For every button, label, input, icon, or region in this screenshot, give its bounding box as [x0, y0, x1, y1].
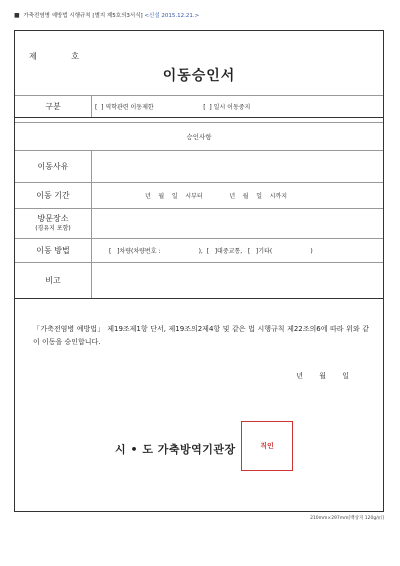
- method-options[interactable]: [ ]차량(차량번호 : ), [ ]대중교통, [ ]기타( ): [109, 248, 313, 255]
- document-number-label: 제 호: [29, 52, 95, 61]
- row-period: [15, 183, 383, 209]
- category-options[interactable]: [ ] 역학관련 이동제한 [ ] 일시 이동중지: [95, 104, 251, 111]
- form-reference: 가축전염병 예방법 시행규칙 [별지 제5호의3서식]: [23, 13, 143, 19]
- row-label: 구분: [15, 96, 92, 117]
- document-title: 이동승인서: [162, 68, 236, 84]
- section-header: [15, 123, 383, 151]
- destination-field[interactable]: [95, 209, 379, 238]
- row-category: [15, 96, 383, 118]
- row-reason: [15, 151, 383, 183]
- approval-statement: 「가축전염병 예방법」 제19조제1항 단서, 제19조의2제4항 및 같은 법 시행규칙 제22조의6에 따라 위와 같이 이동을 승인합니다.: [33, 325, 369, 346]
- row-label: 비고: [15, 263, 92, 298]
- paper-spec: 210mm×297mm[백상지 120g/㎡]: [310, 516, 384, 521]
- period-field[interactable]: 년 월 일 시부터 년 월 일 시까지: [145, 193, 288, 200]
- seal-label: 직인: [260, 442, 274, 450]
- square-bullet-icon: ■: [14, 12, 20, 19]
- approval-form: [14, 30, 384, 512]
- issue-date-line: 년 월 일: [296, 372, 349, 380]
- form-reference-header: [14, 11, 199, 19]
- revision-note: <신설 2015.12.21.>: [144, 13, 200, 19]
- row-remarks: [15, 263, 383, 299]
- section-title: 승인사항: [186, 133, 212, 141]
- row-destination: [15, 209, 383, 239]
- row-method: [15, 239, 383, 263]
- row-label: 이동 방법: [15, 239, 92, 262]
- destination-label: 방문장소: [37, 213, 69, 223]
- row-label: 이동 기간: [15, 183, 92, 208]
- reason-field[interactable]: [95, 151, 379, 182]
- official-seal-box: [241, 421, 293, 471]
- row-label: 이동사유: [15, 151, 92, 182]
- row-label: [15, 209, 92, 238]
- statement-block: [15, 299, 383, 511]
- remarks-field[interactable]: [95, 263, 379, 298]
- issuing-authority: 시 • 도 가축방역기관장: [115, 443, 236, 456]
- destination-sub-label: (경유지 포함): [35, 224, 71, 232]
- title-block: [15, 31, 383, 96]
